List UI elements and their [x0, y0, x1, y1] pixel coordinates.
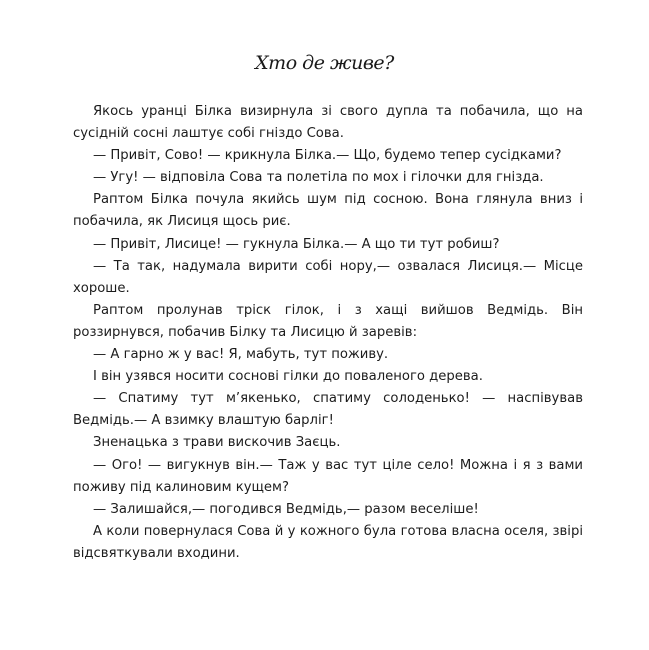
paragraph: Якось уранці Білка визирнула зі свого дупла та побачила, що на сусідній сосні лаштує собі гніздо Сова.: [73, 104, 583, 142]
paragraph: І він узявся носити соснові гілки до поваленого дерева.: [93, 369, 483, 385]
paragraph: — Привіт, Лисице! — гукнула Білка.— А що ти тут робиш?: [93, 236, 500, 252]
paragraph: — А гарно ж у вас! Я, мабуть, тут поживу.: [93, 347, 389, 363]
story-text: [73, 101, 583, 565]
paragraph: — Спатиму тут м’якенько, спатиму солоденько! — наспівував Ведмідь.— А взимку влаштую барліг!: [73, 391, 583, 429]
paragraph: — Угу! — відповіла Сова та полетіла по мох і гілочки для гнізда.: [93, 170, 544, 186]
paragraph: Раптом Білка почула якийсь шум під сосною. Вона глянула вниз і побачила, як Лисиця щось риє.: [73, 192, 583, 230]
paragraph: А коли повернулася Сова й у кожного була готова власна оселя, звірі відсвяткували входини.: [73, 523, 583, 561]
paragraph: — Та так, надумала вирити собі нору,— озвалася Лисиця.— Місце хороше.: [73, 258, 583, 296]
story-title: Хто де живе?: [255, 52, 394, 74]
paragraph: Зненацька з трави вискочив Заєць.: [93, 435, 341, 451]
paragraph: — Ого! — вигукнув він.— Таж у вас тут ціле село! Можна і я з вами поживу під калиновим кущем?: [73, 457, 583, 495]
paragraph: — Привіт, Сово! — крикнула Білка.— Що, будемо тепер сусідками?: [93, 148, 562, 164]
paragraph: Раптом пролунав тріск гілок, і з хащі вийшов Ведмідь. Він роззирнувся, побачив Білку та Лисицю й заревів:: [73, 302, 583, 340]
paragraph: — Залишайся,— погодився Ведмідь,— разом веселіше!: [93, 501, 479, 517]
